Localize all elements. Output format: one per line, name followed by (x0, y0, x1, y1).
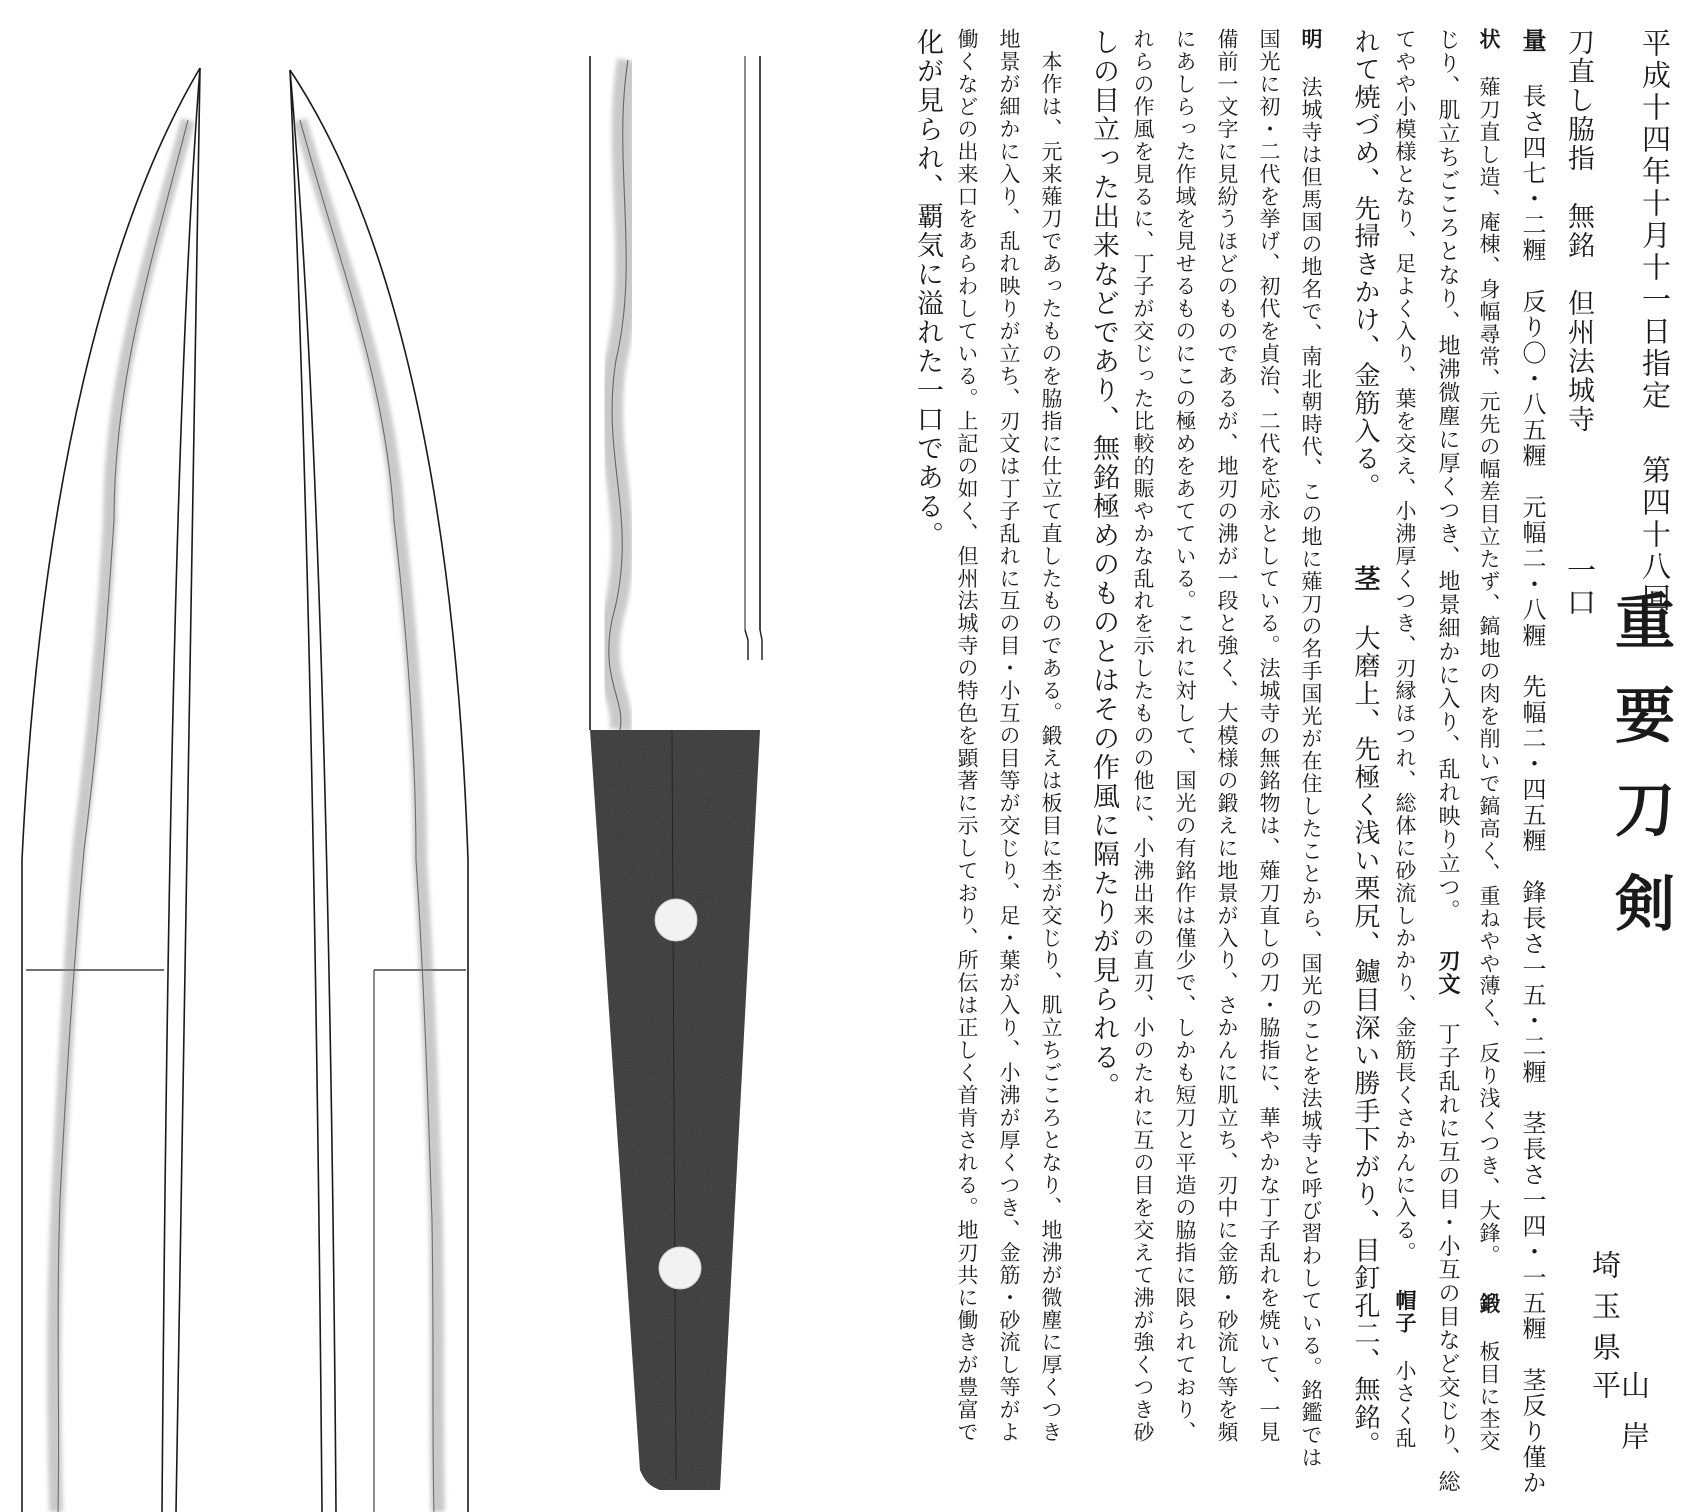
hamon-mark: 刃文 (1435, 949, 1460, 997)
blade-back-line (176, 68, 200, 1512)
prefecture: 埼玉県 (1588, 1250, 1622, 1373)
hamon-pattern (609, 60, 628, 730)
owner-name: 山岸平 (1588, 1370, 1651, 1472)
sword-tip-omote (22, 68, 200, 1512)
nakago-mark: 茎 (1350, 564, 1380, 593)
explanation-line-9: 働くなどの出来口をあらわしている。上記の如く、但州法城寺の特色を顕著に示しており、所伝は正しく首肯される。地刃共に働きが豊富で (955, 28, 979, 1444)
sword-tang-nakago (590, 56, 762, 1490)
boshi-lead: 小さく乱 (1393, 1359, 1417, 1450)
shape-text: 薙刀直し造、庵棟、身幅尋常、元先の幅差目立たず、鎬地の肉を削いで鎬高く、重ねやや薄く、反り浅くつき、大鋒。 (1477, 75, 1501, 1267)
boshi-mark: 帽子 (1393, 1289, 1417, 1335)
shape-line-2 (1436, 28, 1458, 1494)
mekugi-hole-1 (655, 899, 697, 941)
hamon-pattern (54, 120, 188, 1512)
explanation-line-6: しの目立った出来などであり、無銘極めのものとはその作風に隔たりが見られる。 (1088, 28, 1119, 1101)
item-name: 刀直し脇指 無銘 但州法城寺 (1563, 28, 1594, 434)
nakago-text: 大磨上、先極く浅い栗尻、鑢目深い勝手下がり、目釘孔二、無銘。 (1350, 624, 1380, 1460)
shape-mark: 状 (1477, 28, 1501, 51)
measurement-text: 長さ四七・二糎 反り〇・八五糎 元幅二・八糎 先幅二・四五糎 鋒長さ一五・二糎 茎長さ一四・一五糎 茎反り僅か (1518, 83, 1546, 1496)
page-title: 重要刀剣 (1605, 590, 1675, 966)
designation-session: 第四十八回 (1638, 455, 1672, 615)
explanation-line-8: 地景が細かに入り、乱れ映りが立ち、刃文は丁子乱れに互の目・小互の目等が交じり、足・葉が入り、小沸が厚くつき、金筋・砂流し等がよ (997, 28, 1021, 1444)
explanation-mark: 明 (1299, 28, 1323, 51)
shinogi-line (162, 68, 200, 1512)
explanation-line-5: れらの作風を見るに、丁子が交じった比較的賑やかな乱れを示したものの他に、小沸出来の直刃、小のたれに互の目を交えて沸が強くつき砂 (1131, 28, 1155, 1444)
blade-back-line (290, 70, 322, 1512)
shinogi-line (290, 70, 336, 1512)
forging-mark: 鍛 (1477, 1292, 1501, 1315)
item-count: 一口 (1563, 555, 1597, 619)
measurement-mark: 量 (1518, 28, 1546, 54)
explanation-text: 法城寺は但馬国の地名で、南北朝時代、この地に薙刀の名手国光が在住したことから、国光のことを法城寺と呼び習わしている。銘鑑では (1299, 75, 1323, 1470)
shape-line-1 (1478, 28, 1499, 1453)
boshi-text: れて焼づめ、先掃きかけ、金筋入る。 (1350, 28, 1380, 501)
hamon-lead: 丁子乱れに互の目・小互の目など交じり、総 (1435, 1022, 1460, 1494)
hamon-text: てやや小模様となり、足よく入り、葉を交え、小沸厚くつき、刃縁ほつれ、総体に砂流しかかり、金筋長くさかんに入る。 (1393, 28, 1417, 1264)
explanation-line-1 (1300, 28, 1321, 1469)
explanation-line-3: 備前一文字に見紛うほどのものであるが、地刃の沸が一段と強く、大模様の鍛えに地景が入り、さかんに肌立ち、刃中に金筋・砂流し等を頻 (1215, 28, 1239, 1444)
explanation-line-7: 本作は、元来薙刀であったものを脇指に仕立て直したものである。鍛えは板目に杢が交じり、肌立ちごころとなり、地沸が微塵に厚くつき (1039, 28, 1063, 1444)
explanation-line-10: 化が見られ、覇気に溢れた一口である。 (912, 28, 943, 550)
sword-tip-ura (290, 70, 468, 1512)
mekugi-hole-2 (659, 1247, 701, 1289)
shape-line-3 (1394, 28, 1415, 1450)
designation-date: 平成十四年十月十一日指定 (1638, 28, 1672, 412)
explanation-line-2: 国光に初・二代を挙げ、初代を貞治、二代を応永としている。法城寺の無銘物は、薙刀直しの刀・脇指に、華やかな丁子乱れを焼いて、一見 (1257, 28, 1281, 1444)
explanation-line-4: にあしらった作域を見せるものにこの極めをあてている。これに対して、国光の有銘作は僅少で、しかも短刀と平造の脇指に限られており、 (1173, 28, 1197, 1444)
measurement-line (1520, 28, 1544, 1496)
forging-text: じり、肌立ちごころとなり、地沸微塵に厚くつき、地景細かに入り、乱れ映り立つ。 (1435, 28, 1460, 923)
shape-line-4 (1352, 28, 1378, 1459)
forging-lead: 板目に杢交 (1477, 1340, 1501, 1453)
habaki-step (745, 630, 762, 660)
